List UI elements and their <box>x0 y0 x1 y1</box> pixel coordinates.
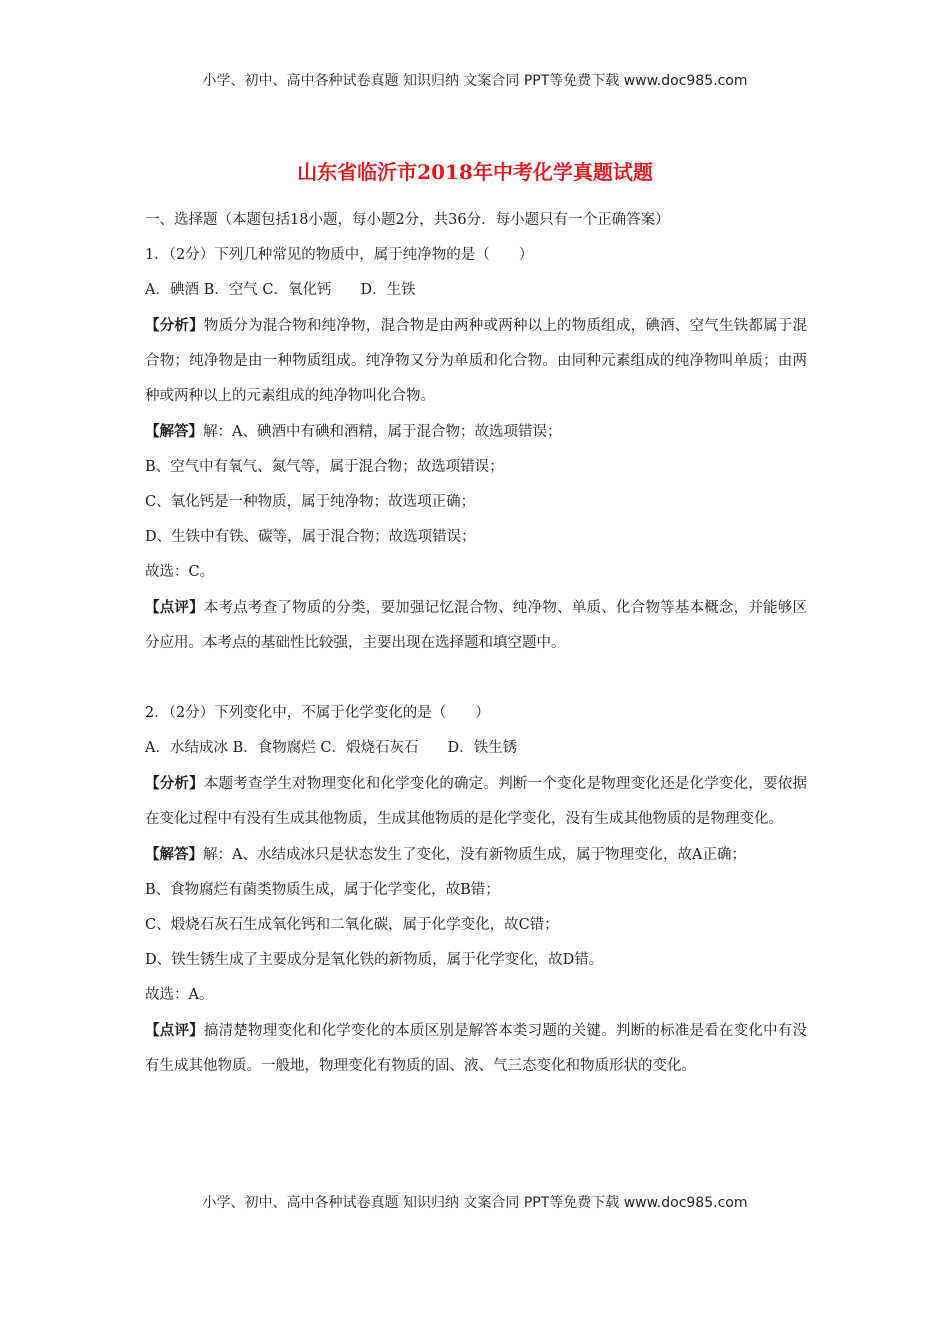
analysis-text: 物质分为混合物和纯净物，混合物是由两种或两种以上的物质组成，碘酒、空气生铁都属于混合物；纯净物是由一种物质组成。纯净物又分为单质和化合物。由同种元素组成的纯净物叫单质；由两种或两种以上的元素组成的纯净物叫化合物。 <box>145 318 808 404</box>
final-choice: 故选：C。 <box>145 564 215 580</box>
document-body <box>145 203 807 1084</box>
analysis-paragraph <box>145 308 807 414</box>
question-options: A．碘酒 B．空气 C．氧化钙 D．生铁 <box>145 282 416 298</box>
answer-line <box>145 837 807 873</box>
analysis-tag: 【分析】 <box>145 317 204 334</box>
comment-tag: 【点评】 <box>145 1022 204 1039</box>
question-stem: 1．（2分）下列几种常见的物质中，属于纯净物的是（ ） <box>145 247 534 263</box>
final-choice: 故选：A。 <box>145 987 214 1003</box>
answer-tag: 【解答】 <box>145 423 203 440</box>
question-1 <box>145 238 807 661</box>
analysis-tag: 【分析】 <box>145 775 204 792</box>
comment-text: 本考点考查了物质的分类，要加强记忆混合物、纯净物、单质、化合物等基本概念，并能够区分应用。本考点的基础性比较强，主要出现在选择题和填空题中。 <box>145 600 808 651</box>
analysis-text: 本题考查学生对物理变化和化学变化的确定。判断一个变化是物理变化还是化学变化，要依据在变化过程中有没有生成其他物质，生成其他物质的是化学变化，没有生成其他物质的是物理变化。 <box>145 776 808 827</box>
answer-line: D、生铁中有铁、碳等，属于混合物；故选项错误； <box>145 529 476 545</box>
comment-tag: 【点评】 <box>145 599 204 616</box>
question-2 <box>145 696 807 1084</box>
answer-text: 解：A、碘酒中有碘和酒精，属于混合物；故选项错误； <box>203 424 562 440</box>
answer-line: C、氧化钙是一种物质，属于纯净物；故选项正确； <box>145 494 476 510</box>
section-heading: 一、选择题（本题包括18小题，每小题2分，共36分．每小题只有一个正确答案） <box>145 212 670 228</box>
question-options: A．水结成冰 B．食物腐烂 C．煅烧石灰石 D．铁生锈 <box>145 740 518 756</box>
question-stem: 2．（2分）下列变化中，不属于化学变化的是（ ） <box>145 705 490 721</box>
comment-text: 搞清楚物理变化和化学变化的本质区别是解答本类习题的关键。判断的标准是看在变化中有没有生成其他物质。一般地，物理变化有物质的固、液、气三态变化和物质形状的变化。 <box>145 1023 808 1074</box>
page-header: 小学、初中、高中各种试卷真题 知识归纳 文案合同 PPT等免费下载 www.doc985.com <box>202 73 748 89</box>
analysis-paragraph <box>145 766 807 837</box>
answer-line <box>145 414 807 450</box>
answer-line: D、铁生锈生成了主要成分是氧化铁的新物质，属于化学变化，故D错。 <box>145 952 604 968</box>
spacer <box>145 661 807 696</box>
page-title: 山东省临沂市2018年中考化学真题试题 <box>297 160 653 184</box>
answer-line: C、煅烧石灰石生成氧化钙和二氧化碳，属于化学变化，故C错； <box>145 917 559 933</box>
answer-text: 解：A、水结成冰只是状态发生了变化，没有新物质生成，属于物理变化，故A正确； <box>203 847 746 863</box>
comment-paragraph <box>145 590 807 661</box>
page-footer: 小学、初中、高中各种试卷真题 知识归纳 文案合同 PPT等免费下载 www.doc985.com <box>202 1195 748 1211</box>
answer-tag: 【解答】 <box>145 846 203 863</box>
answer-line: B、食物腐烂有菌类物质生成，属于化学变化，故B错； <box>145 882 500 898</box>
comment-paragraph <box>145 1013 807 1084</box>
answer-line: B、空气中有氧气、氮气等，属于混合物；故选项错误； <box>145 459 504 475</box>
